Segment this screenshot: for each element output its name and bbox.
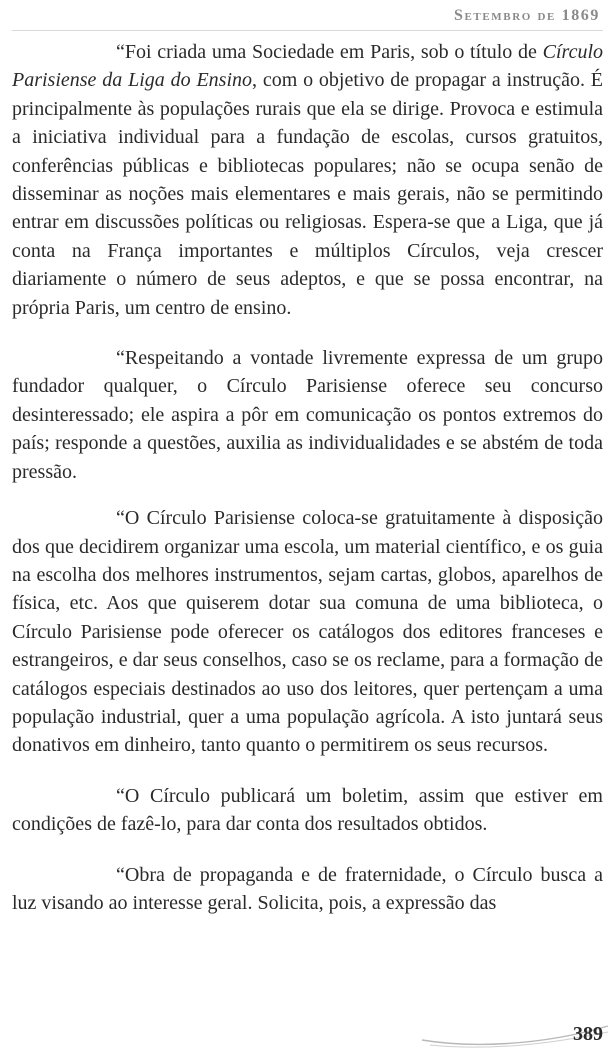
page-body bbox=[12, 38, 603, 939]
paragraph-5: “Obra de propaganda e de fraternidade, o Círculo busca a luz visando ao interesse geral. Solicita, pois, a expressão das bbox=[12, 863, 603, 914]
paragraph-2: “Respeitando a vontade livremente expressa de um grupo fundador qualquer, o Círculo Parisiense oferece seu concurso desinteressado; ele aspira a pôr em comunicação os pontos extremos do país; responde a questões, auxilia as individualidades e se abstém de toda pressão. bbox=[12, 347, 603, 483]
page-number: 389 bbox=[573, 1023, 603, 1045]
paragraph-3: “O Círculo Parisiense coloca-se gratuitamente à disposição dos que decidirem organizar uma escola, um material científico, e os guia na escolha dos melhores instrumentos, sejam cartas, globos, aparelhos de física, etc. Aos que quiserem dotar sua comuna de uma biblioteca, o Círculo Parisiense pode oferecer os catálogos dos editores franceses e estrangeiros, e dar seus conselhos, caso se os reclame, para a formação de catálogos especiais destinados ao uso dos leitores, quer pertençam a uma população industrial, quer a uma população agrícola. A isto juntará seus donativos em dinheiro, tanto quanto o permitirem os seus recursos. bbox=[12, 507, 603, 757]
society-title: Círculo Parisiense da Liga do Ensino bbox=[12, 41, 603, 92]
header-rule bbox=[12, 30, 603, 31]
running-header: Setembro de 1869 bbox=[453, 7, 600, 24]
paragraph-1 bbox=[12, 38, 603, 322]
paragraph-1-rest: , com o objetivo de propagar a instrução. É principalmente às populações rurais que ela se dirige. Provoca e estimula a iniciativa individual para a fundação de escolas, cursos gratuitos, conferências públicas e bibliotecas populares; não se ocupa senão de disseminar as noções mais elementares e mais gerais, não se permitindo entrar em discussões políticas ou religiosas. Espera-se que a Liga, que já conta na França importantes e múltiplos Círculos, veja crescer diariamente o número de seus adeptos, e que se possa encontrar, na própria Paris, um centro de ensino. bbox=[12, 69, 603, 319]
paragraph-1-intro: “Foi criada uma Sociedade em Paris, sob o título de bbox=[116, 41, 543, 63]
paragraph-4: “O Círculo publicará um boletim, assim que estiver em condições de fazê-lo, para dar conta dos resultados obtidos. bbox=[12, 784, 603, 836]
